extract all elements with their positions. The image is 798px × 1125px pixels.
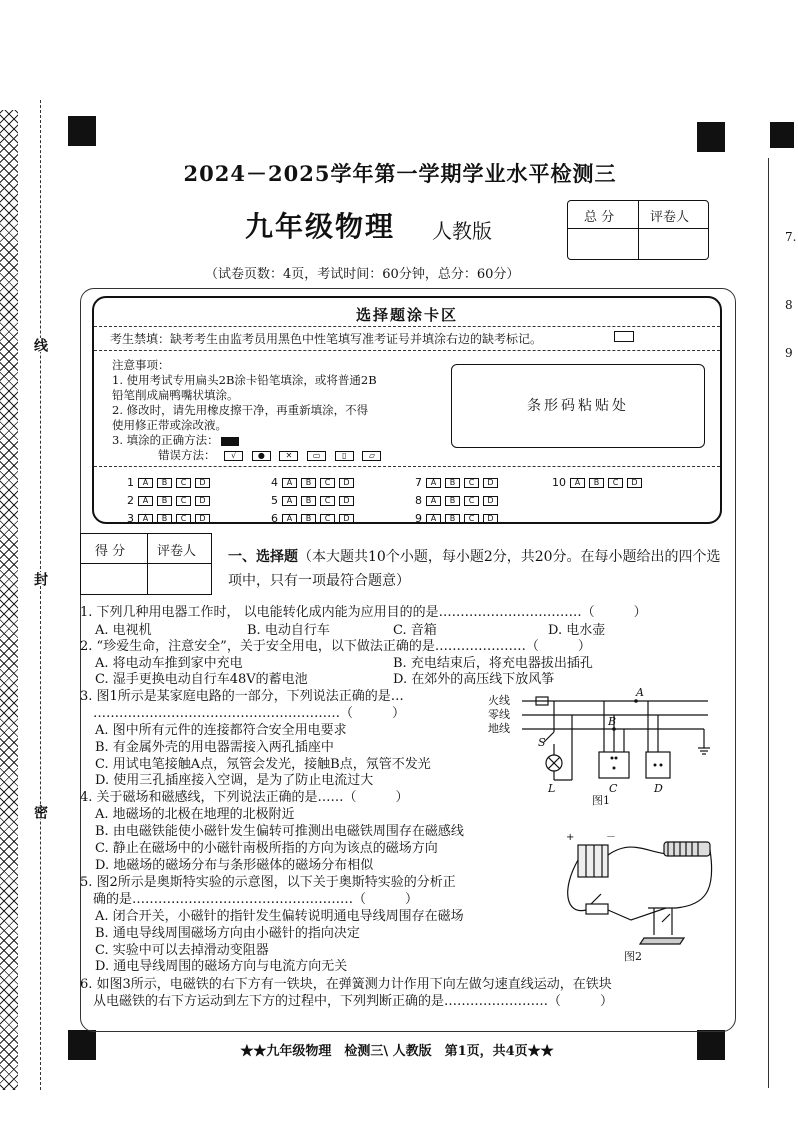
- fig2-minus: －: [606, 832, 616, 843]
- answer-bubble[interactable]: B: [301, 478, 316, 488]
- section-grade-box: [80, 533, 212, 595]
- fragment-number: 9: [785, 346, 793, 360]
- wrong-mark-example: ✕: [279, 451, 298, 461]
- q1-option-b: B. 电动自行车: [247, 623, 330, 638]
- wrong-mark-example: ▱: [362, 451, 381, 461]
- answer-bubble[interactable]: B: [301, 514, 316, 524]
- q1-option-a: A. 电视机: [95, 623, 152, 638]
- next-page-fragment: [768, 158, 798, 1088]
- q2-option-b: B. 充电结束后，将充电器拔出插孔: [393, 656, 593, 671]
- answer-bubble[interactable]: B: [445, 514, 460, 524]
- notice-block: [112, 358, 422, 463]
- answer-bubble[interactable]: C: [464, 514, 479, 524]
- answer-row: [408, 476, 498, 489]
- question-6-stem-cont: 从电磁铁的右下方运动到左下方的过程中，下列判断正确的是……………………（ ）: [93, 994, 614, 1009]
- answer-bubble[interactable]: D: [483, 514, 498, 524]
- answer-bubble[interactable]: A: [426, 496, 441, 506]
- answer-bubble[interactable]: B: [157, 514, 172, 524]
- answer-bubble[interactable]: D: [339, 478, 354, 488]
- fig1-neutral-label: 零线: [488, 708, 510, 721]
- fig2-plus: +: [566, 832, 575, 843]
- notice-title: 注意事项：: [112, 358, 170, 372]
- notice-line: 1. 使用考试专用扁头2B涂卡铅笔填涂，或将普通2B: [112, 373, 377, 387]
- answer-number: 5: [271, 494, 278, 507]
- q4-option-b: B. 由电磁铁能使小磁针发生偏转可推测出电磁铁周围存在磁感线: [95, 824, 464, 839]
- answer-bubble[interactable]: B: [157, 496, 172, 506]
- fig1-switch-s: S: [538, 736, 546, 749]
- answer-row: [120, 494, 210, 507]
- section-description: （本大题共10个小题，每小题2分，共20分。在每小题给出的四个选项中，只有一项最符合题意）: [228, 549, 721, 589]
- answer-bubble[interactable]: C: [176, 478, 191, 488]
- absence-mark-box[interactable]: [614, 331, 634, 342]
- q4-option-c: C. 静止在磁场中的小磁针南极所指的方向为该点的磁场方向: [95, 841, 438, 856]
- wrong-mark-example: ▯: [335, 451, 354, 461]
- side-label-seal: 封: [32, 572, 48, 586]
- notice-line: 3. 填涂的正确方法：: [112, 433, 422, 448]
- answer-bubble[interactable]: C: [464, 496, 479, 506]
- question-5-stem-cont: 确的是……………………………………………（ ）: [93, 892, 419, 907]
- answer-bubble[interactable]: A: [570, 478, 585, 488]
- question-4-stem: 4. 关于磁场和磁感线，下列说法正确的是……（ ）: [80, 790, 409, 805]
- answer-bubble[interactable]: A: [282, 496, 297, 506]
- answer-bubble[interactable]: C: [176, 514, 191, 524]
- answer-bubble[interactable]: B: [445, 496, 460, 506]
- side-label-secret: 密: [32, 805, 48, 819]
- q1-option-d: D. 电水壶: [548, 623, 606, 638]
- q5-option-a: A. 闭合开关，小磁针的指针发生偏转说明通电导线周围存在磁场: [95, 909, 464, 924]
- answer-row: [264, 494, 354, 507]
- grader-label: 评卷人: [157, 544, 197, 559]
- wrong-mark-example: √: [224, 451, 243, 461]
- question-1-stem: 1. 下列几种用电器工作时， 以电能转化成内能为应用目的的是……………………………（ ）: [80, 605, 647, 620]
- fig1-lamp-l: L: [548, 782, 556, 795]
- answer-number: 10: [552, 476, 566, 489]
- answer-row: [120, 512, 210, 525]
- total-score-box: [567, 200, 709, 260]
- score-label: 得 分: [95, 544, 126, 559]
- answer-number: 4: [271, 476, 278, 489]
- fig1-socket-c: C: [609, 782, 618, 795]
- figure-1-circuit: [486, 688, 716, 806]
- answer-bubble[interactable]: A: [282, 514, 297, 524]
- answer-bubble[interactable]: B: [157, 478, 172, 488]
- q5-option-d: D. 通电导线周围的磁场方向与电流方向无关: [95, 959, 348, 974]
- total-score-label: 总 分: [584, 210, 615, 225]
- answer-number: 8: [415, 494, 422, 507]
- answer-bubble[interactable]: A: [426, 514, 441, 524]
- answer-bubble[interactable]: C: [464, 478, 479, 488]
- answer-bubble[interactable]: C: [320, 478, 335, 488]
- answer-bubble[interactable]: D: [627, 478, 642, 488]
- answer-bubble[interactable]: B: [445, 478, 460, 488]
- correct-fill-example: [221, 437, 239, 446]
- fig1-socket-d: D: [654, 782, 663, 795]
- answer-row: [120, 476, 210, 489]
- fig1-caption: 图1: [592, 794, 610, 807]
- answer-row: [552, 476, 642, 489]
- answer-card: [92, 296, 722, 524]
- exam-info: （试卷页数：4页，考试时间：60分钟，总分：60分）: [205, 267, 520, 282]
- fig2-caption: 图2: [624, 950, 642, 963]
- wrong-mark-example: ●: [252, 451, 271, 461]
- wrong-method-line: [112, 448, 422, 463]
- answer-bubble[interactable]: D: [483, 478, 498, 488]
- answer-bubble[interactable]: A: [138, 514, 153, 524]
- q5-option-b: B. 通电导线周围磁场方向由小磁针的指向决定: [95, 926, 360, 941]
- question-2-stem: 2. “珍爱生命，注意安全”，关于安全用电，以下做法正确的是…………………（ ）: [80, 639, 591, 654]
- card-title: 选择题涂卡区: [355, 306, 458, 324]
- q1-option-c: C. 音箱: [393, 623, 437, 638]
- wrong-mark-example: ▭: [307, 451, 326, 461]
- grader-label: 评卷人: [650, 210, 690, 225]
- answer-bubble[interactable]: D: [195, 496, 210, 506]
- fig1-point-b: B: [608, 715, 617, 728]
- question-3-stem-cont: …………………………………………………（ ）: [93, 706, 406, 721]
- answer-bubble[interactable]: D: [195, 514, 210, 524]
- answer-bubble[interactable]: A: [138, 478, 153, 488]
- answer-bubble[interactable]: D: [195, 478, 210, 488]
- q3-option-a: A. 图中所有元件的连接都符合安全用电要求: [95, 723, 347, 738]
- answer-number: 3: [127, 512, 134, 525]
- side-label-line: 线: [32, 338, 48, 352]
- notice-line: 铅笔削成扁鸭嘴状填涂。: [112, 388, 239, 402]
- answer-bubble[interactable]: C: [320, 514, 335, 524]
- registration-mark: [770, 122, 794, 148]
- answer-bubble[interactable]: A: [426, 478, 441, 488]
- q3-option-c: C. 用试电笔接触A点，氖管会发光，接触B点，氖管不发光: [95, 757, 431, 772]
- answer-bubble[interactable]: A: [282, 478, 297, 488]
- answer-bubble[interactable]: B: [301, 496, 316, 506]
- q2-option-d: D. 在郊外的高压线下放风筝: [393, 672, 555, 687]
- q3-option-d: D. 使用三孔插座接入空调，是为了防止电流过大: [95, 773, 374, 788]
- fig1-ground-label: 地线: [488, 722, 510, 735]
- exam-edition: 人教版: [432, 219, 492, 243]
- answer-bubble[interactable]: D: [339, 496, 354, 506]
- exam-subject: 九年级物理: [245, 210, 396, 243]
- fragment-number: 7.: [785, 230, 797, 244]
- q2-option-a: A. 将电动车推到家中充电: [95, 656, 243, 671]
- question-5-stem: 5. 图2所示是奥斯特实验的示意图，以下关于奥斯特实验的分析正: [80, 875, 456, 890]
- fragment-number: 8: [785, 298, 793, 312]
- answer-number: 1: [127, 476, 134, 489]
- notice-line: 2. 修改时，请先用橡皮擦干净，再重新填涂，不得: [112, 403, 369, 417]
- answer-number: 6: [271, 512, 278, 525]
- page-footer: ★★九年级物理 检测三\ 人教版 第1页，共4页★★: [240, 1044, 554, 1059]
- q2-option-c: C. 湿手更换电动自行车48V的蓄电池: [95, 672, 308, 687]
- answer-row: [264, 476, 354, 489]
- answer-bubble[interactable]: C: [608, 478, 623, 488]
- answer-number: 9: [415, 512, 422, 525]
- answer-number: 2: [127, 494, 134, 507]
- answer-bubble[interactable]: B: [589, 478, 604, 488]
- section-heading: [228, 545, 728, 593]
- answer-bubble[interactable]: D: [483, 496, 498, 506]
- binding-dashed-line: [40, 100, 41, 1090]
- notice-line: 使用修正带或涂改液。: [112, 418, 227, 432]
- barcode-area: [451, 364, 705, 448]
- answer-bubble[interactable]: C: [176, 496, 191, 506]
- q3-option-b: B. 有金属外壳的用电器需接入两孔插座中: [95, 740, 334, 755]
- wrong-method-label: 错误方法：: [158, 448, 216, 462]
- answer-number: 7: [415, 476, 422, 489]
- answer-row: [408, 512, 498, 525]
- registration-mark: [697, 122, 725, 152]
- fig1-point-a: A: [636, 686, 644, 699]
- figure-2-oersted: [556, 830, 716, 965]
- q4-option-d: D. 地磁场的磁场分布与条形磁体的磁场分布相似: [95, 858, 374, 873]
- q4-option-a: A. 地磁场的北极在地理的北极附近: [95, 807, 295, 822]
- exam-title: 2024－2025学年第一学期学业水平检测三: [183, 161, 617, 186]
- question-6-stem: 6. 如图3所示，电磁铁的右下方有一铁块，在弹簧测力计作用下向左做匀速直线运动，在铁块: [80, 977, 612, 992]
- answer-bubble[interactable]: A: [138, 496, 153, 506]
- card-rule: 考生禁填：缺考考生由监考员用黑色中性笔填写准考证号并填涂右边的缺考标记。: [110, 332, 543, 346]
- fig1-live-label: 火线: [488, 694, 510, 707]
- section-title: 一、选择题: [228, 549, 298, 565]
- answer-bubble[interactable]: C: [320, 496, 335, 506]
- question-3-stem: 3. 图1所示是某家庭电路的一部分，下列说法正确的是…: [80, 689, 404, 704]
- binding-strip: [0, 110, 18, 1090]
- answer-row: [264, 512, 354, 525]
- q5-option-c: C. 实验中可以去掉滑动变阻器: [95, 943, 269, 958]
- registration-mark: [68, 116, 96, 146]
- answer-bubble[interactable]: D: [339, 514, 354, 524]
- answer-row: [408, 494, 498, 507]
- barcode-label: 条形码粘贴处: [527, 398, 629, 414]
